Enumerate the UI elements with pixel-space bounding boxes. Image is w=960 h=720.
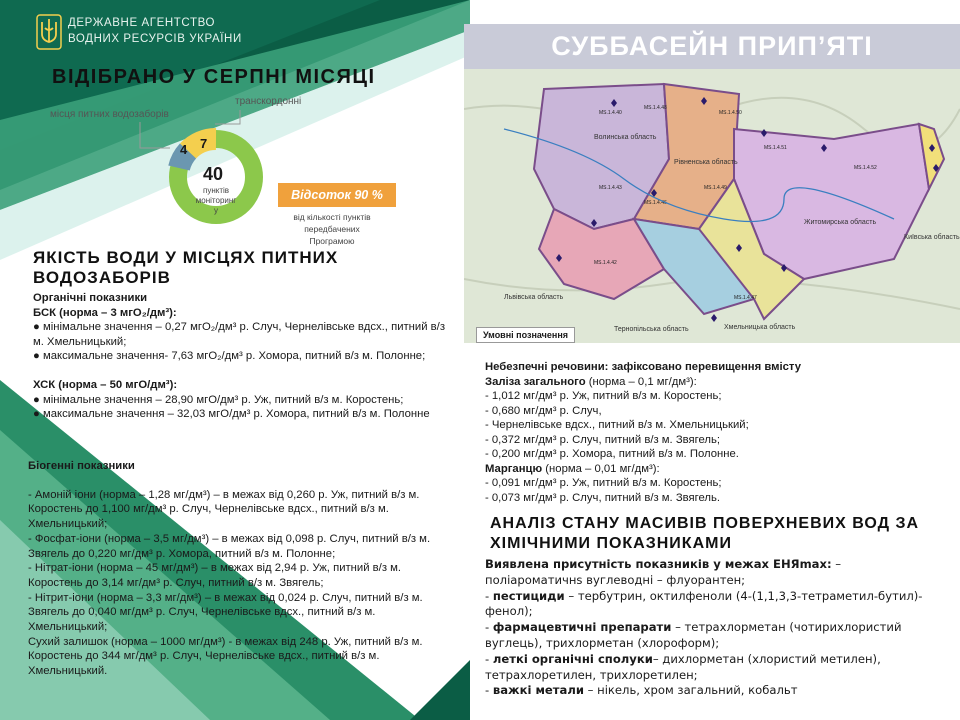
label-transboundary: транскордонні	[235, 96, 302, 107]
hazard-intro: Небезпечні речовини: зафіксовано перевищення вмісту	[485, 361, 802, 373]
connector-transboundary	[215, 110, 240, 124]
map-label-rivne: Рівненська область	[674, 159, 738, 166]
iron-norm: (норма – 0,1 мг/дм³):	[585, 375, 697, 388]
mn-name: Марганцю	[485, 462, 543, 475]
area-label: MS.1.4.50	[719, 110, 742, 116]
map-label-zhytomyr: Житомирська область	[804, 219, 877, 226]
biogenic-block	[28, 459, 448, 679]
analysis-item-name: леткі органічні сполуки	[492, 651, 653, 666]
iron-item: - Чернелівське вдсх., питний в/з м. Хмельницький;	[485, 419, 749, 431]
map-title: СУББАСЕЙН ПРИП’ЯТІ	[464, 24, 960, 69]
agency-name	[68, 15, 242, 47]
area-label: MS.1.4.49	[704, 185, 727, 191]
map-label-volyn: Волинська область	[594, 134, 657, 141]
map-label-ternopil: Тернопільська область	[614, 326, 689, 333]
basin-map	[464, 69, 960, 343]
iron-item: - 0,680 мг/дм³ р. Случ,	[485, 404, 602, 417]
total-caption: пунктів моніторинг у	[195, 186, 237, 215]
transboundary-count: 7	[200, 136, 208, 151]
analysis-item-text: – тетрахлорметан (чотирихлористий вуглець), трихлорметан (хлороформ);	[485, 620, 902, 650]
analysis-intro-bold: Виявлена присутність показників у межах ЕНЯmax:	[485, 557, 832, 571]
iron-item: - 1,012 мг/дм³ р. Уж, питний в/з м. Коростень;	[485, 390, 722, 402]
bsk-head: БСК (норма – 3 мгО₂/дм³):	[33, 306, 177, 319]
hsk-head: ХСК (норма – 50 мгО/дм³):	[33, 378, 178, 391]
mn-item: - 0,073 мг/дм³ р. Случ, питний в/з м. Звягель.	[485, 491, 721, 504]
map-label-khmelnytskyi: Хмельницька область	[724, 324, 796, 331]
area-label: MS.1.4.48	[644, 105, 667, 111]
area-label: MS.1.4.52	[854, 165, 877, 171]
agency-line2: ВОДНИХ РЕСУРСІВ УКРАЇНИ	[68, 33, 242, 45]
organic-head: Органічні показники	[33, 292, 148, 304]
percent-caption: від кількості пунктів передбачених Програмою	[293, 212, 371, 246]
analysis-item-text: – тербутрин, октилфеноли (4-(1,1,3,3-тетраметил-бутил)-фенол);	[485, 588, 923, 619]
selection-title: ВІДІБРАНО У СЕРПНІ МІСЯЦІ	[52, 66, 376, 88]
map-legend: Умовні позначення	[476, 327, 575, 343]
analysis-intro-rest: – поліароматичнs вуглеводні – флуорантен;	[485, 557, 842, 587]
analysis-item-name: фармацевтичні препарати	[492, 620, 672, 635]
biogenic-item: - Нітрат-іони (норма – 45 мг/дм³) – в межах від 2,94 р. Уж, питний в/з м. Коростень до 3,14 мг/дм³ р. Случ, питний в/з м. Звягель;	[28, 562, 402, 589]
iron-item: - 0,200 мг/дм³ р. Хомора, питний в/з м. Полонне.	[485, 448, 739, 460]
analysis-item-text: – нікель, хром загальний, кобальт	[583, 683, 798, 698]
iron-name: Заліза загального	[485, 375, 586, 388]
hazard-block	[485, 360, 845, 505]
mn-norm: (норма – 0,01 мг/дм³):	[542, 462, 660, 475]
area-label: MS.1.4.42	[594, 260, 617, 266]
area-label: MS.1.4.47	[734, 295, 757, 301]
area-label: MS.1.4.43	[599, 185, 622, 191]
agency-line1: ДЕРЖАВНЕ АГЕНТСТВО	[68, 17, 216, 29]
biogenic-head: Біогенні показники	[28, 460, 135, 472]
biogenic-item: - Фосфат-іони (норма – 3,5 мг/дм³) – в межах від 0,098 р. Случ, питний в/з м. Звягель до 0,220 мг/дм³ р. Хомора, питний в/з м. Полонне;	[28, 532, 431, 560]
hsk-min: ● мінімальне значення – 28,90 мгО/дм³ р. Уж, питний в/з м. Коростень;	[33, 393, 404, 406]
analysis-item-text: – дихлорметан (хлористий метилен), тетрахлоретилен, трихлоретилен;	[485, 651, 881, 682]
connector-drinking	[140, 122, 170, 148]
bsk-min: ● мінімальне значення – 0,27 мгО₂/дм³ р. Случ, Чернелівське вдсх., питний в/з м. Хмельницький;	[33, 321, 445, 348]
map-label-kyiv: Київська область	[904, 234, 960, 241]
map-label-lviv: Львівська область	[504, 294, 564, 301]
label-drinking: місця питних водозаборів	[50, 109, 169, 120]
biogenic-item: Сухий залишок (норма – 1000 мг/дм³) - в межах від 248 р. Уж, питний в/з м. Коростень до 344 мг/дм³ р. Случ, Чернелівське вдсх., питний в/з м. Хмельницький.	[28, 635, 423, 678]
analysis-title: АНАЛІЗ СТАНУ МАСИВІВ ПОВЕРХНЕВИХ ВОД ЗА ХІМІЧНИМИ ПОКАЗНИКАМИ	[490, 515, 920, 552]
analysis-item-name: важкі метали	[492, 683, 584, 698]
trident-icon	[36, 14, 62, 50]
analysis-item-name: пестициди	[492, 588, 565, 603]
total-count: 40	[203, 164, 224, 184]
biogenic-item: - Нітрит-іони (норма – 3,3 мг/дм³) – в межах від 0,024 р. Случ, питний в/з м. Звягель до 0,040 мг/дм³ р. Случ, Чернелівське вдсх., питний в/з м. Хмельницький;	[28, 591, 423, 634]
mn-item: - 0,091 мг/дм³ р. Уж, питний в/з м. Коростень;	[485, 477, 722, 489]
bsk-max: ● максимальне значення- 7,63 мгО₂/дм³ р. Хомора, питний в/з м. Полонне;	[33, 350, 426, 363]
organic-block	[33, 291, 458, 422]
percent-badge: Відсоток 90 %	[278, 183, 396, 207]
analysis-block: Виявлена присутність показників у межах ЕНЯmax: – поліароматичнs вуглеводні – флуорантен; - пестициди – тербутрин, октилфеноли (4-(1,1,3,3-тетраметил-бутил)-фенол); - фармацевтичні препарати – тетрахлорметан (чотирихлористий вуглець), трихлорметан (хлороформ); - леткі органічні сполуки– дихлорметан (хлористий метилен), тетрахлоретилен, трихлоретилен; - важкі метали – нікель, хром загальний, кобальт	[485, 557, 923, 698]
area-label: MS.1.4.40	[599, 110, 622, 116]
biogenic-item: - Амоній іони (норма – 1,28 мг/дм³) – в межах від 0,260 р. Уж, питний в/з м. Коростень до 1,100 мг/дм³ р. Случ, Чернелівське вдсх., питний в/з м. Хмельницький;	[28, 488, 420, 531]
hsk-max: ● максимальне значення – 32,03 мгО/дм³ р. Хомора, питний в/з м. Полонне	[33, 408, 430, 421]
quality-title: ЯКІСТЬ ВОДИ У МІСЦЯХ ПИТНИХ ВОДОЗАБОРІВ	[33, 248, 339, 287]
iron-item: - 0,372 мг/дм³ р. Случ, питний в/з м. Звягель;	[485, 433, 721, 446]
area-label: MS.1.4.51	[764, 145, 787, 151]
area-label: MS.1.4.46	[644, 200, 667, 206]
drinking-count: 4	[180, 142, 188, 157]
